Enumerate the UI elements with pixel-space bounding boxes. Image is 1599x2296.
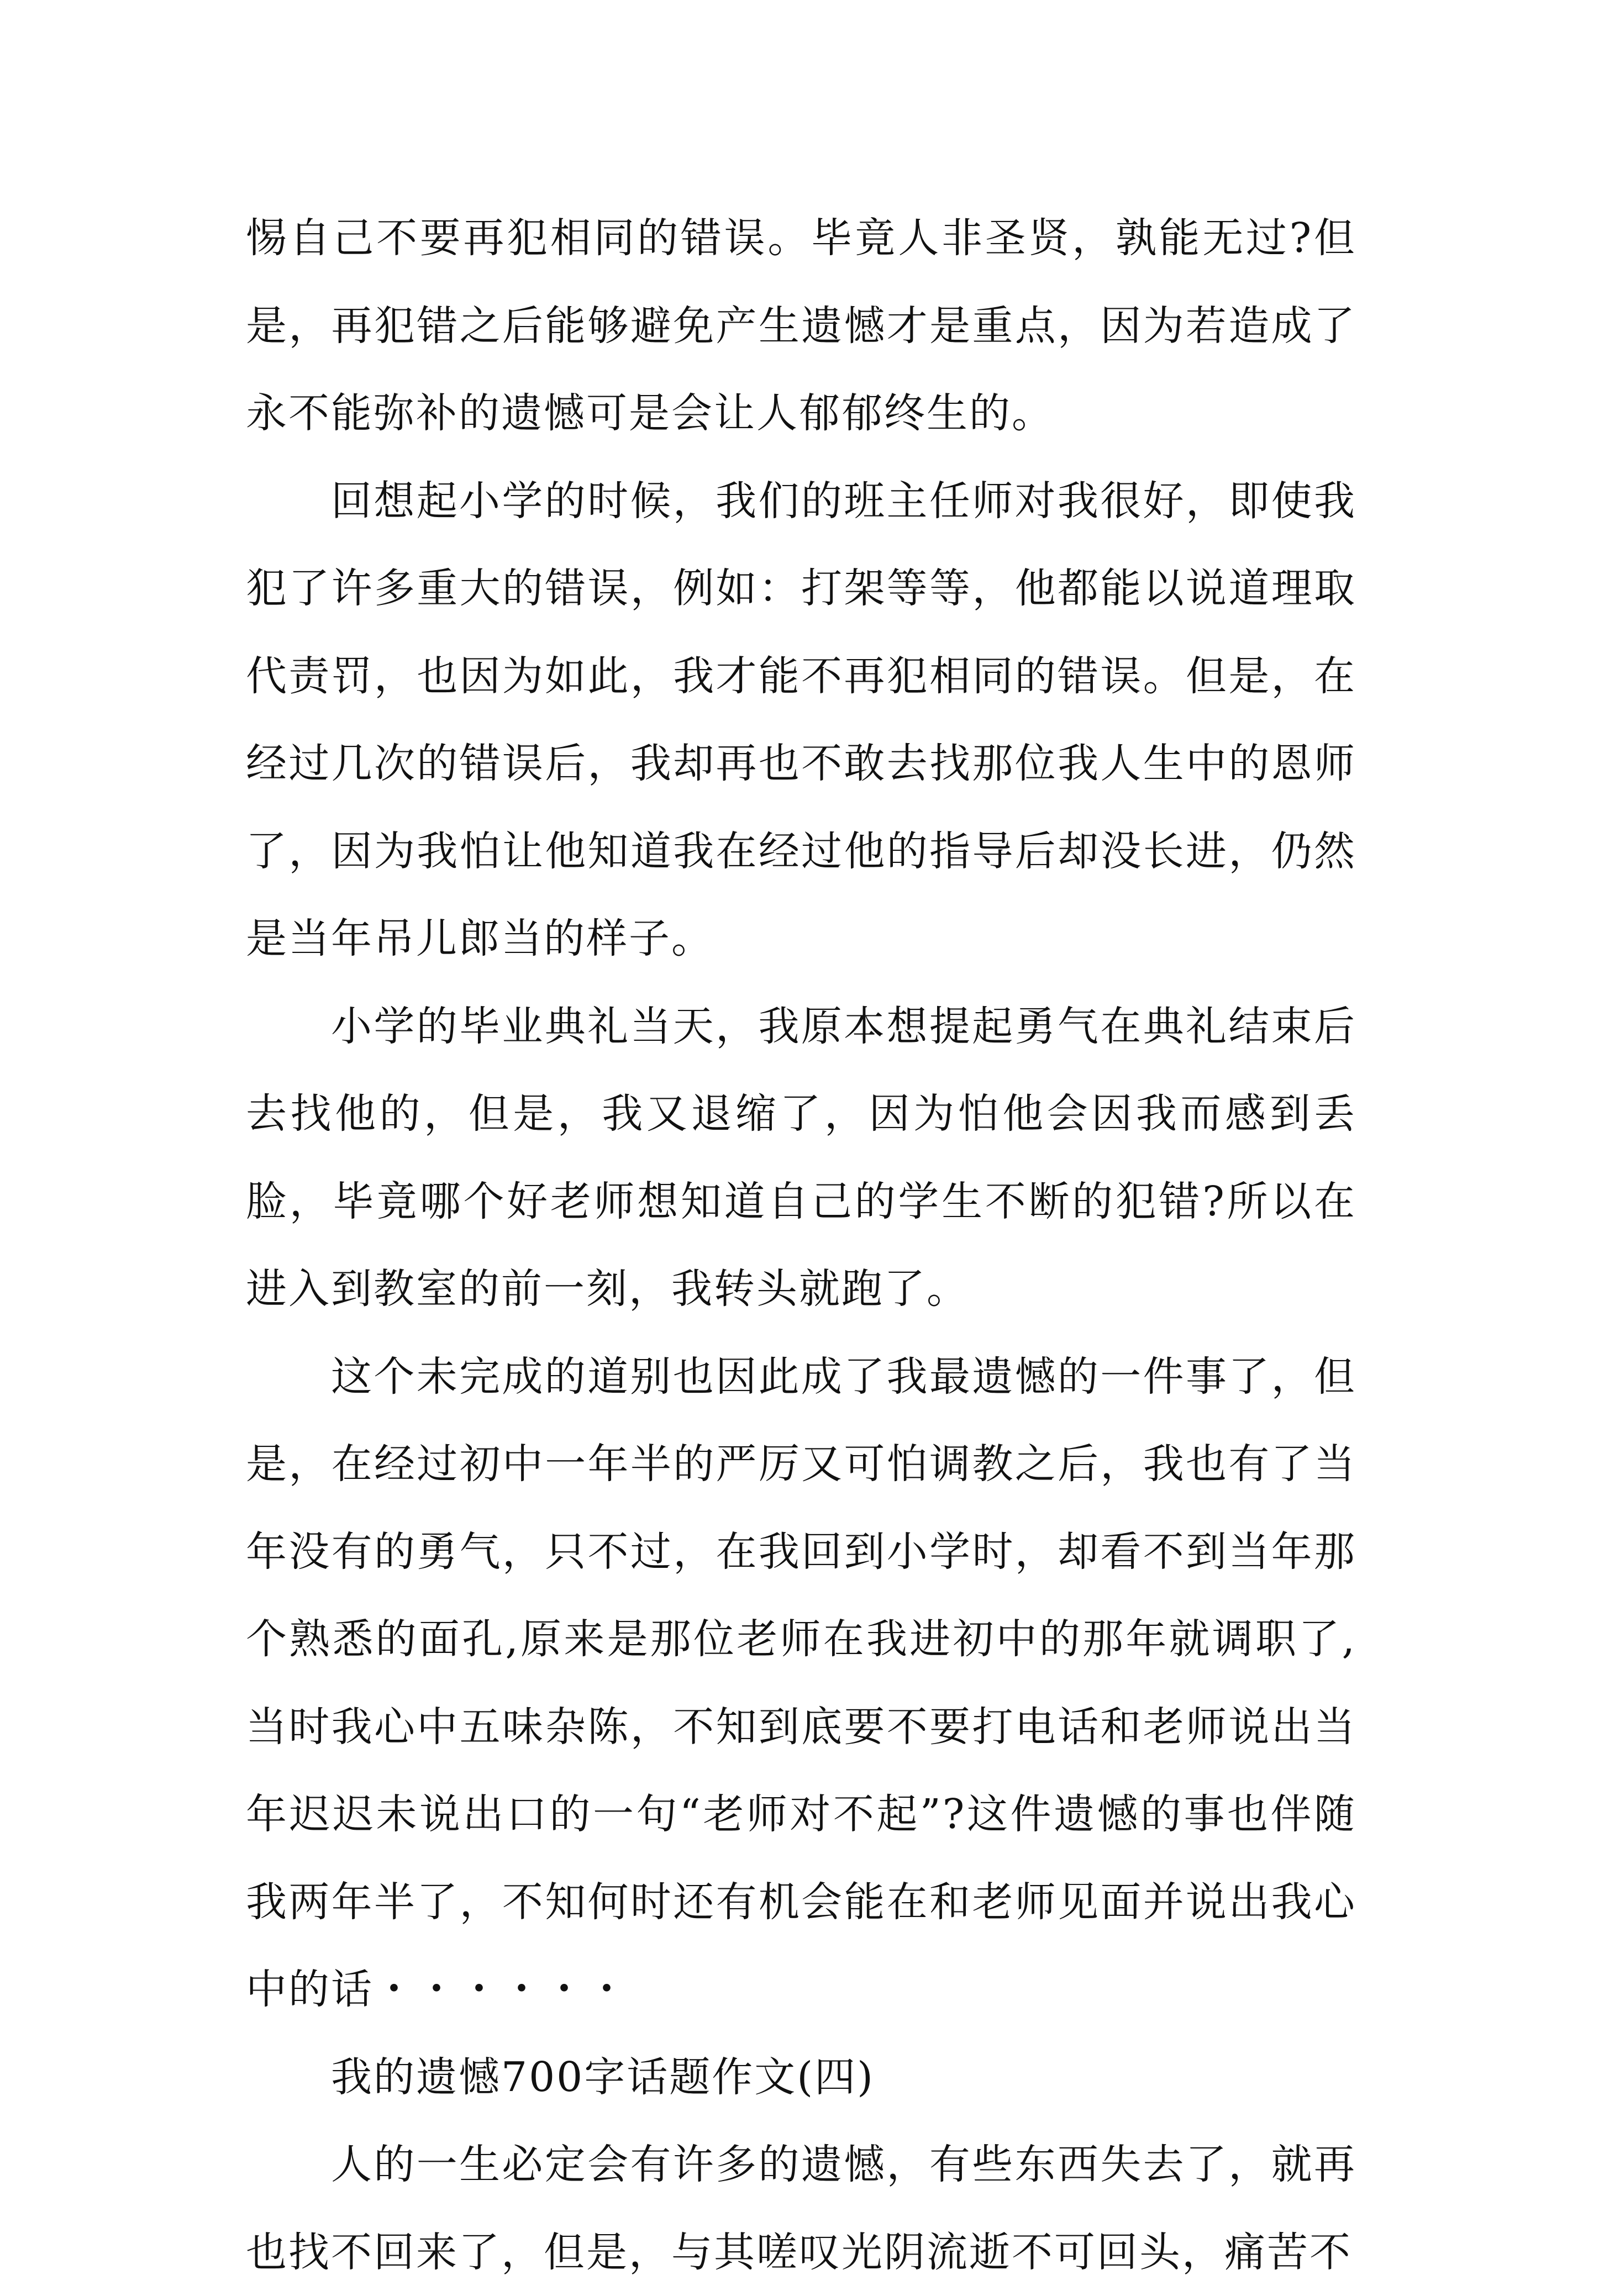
document-body [246,194,1356,2296]
section-heading: 我的遗憾700字话题作文(四) [331,2053,875,2101]
paragraph-2: 回想起小学的时候，我们的班主任师对我很好，即使我犯了许多重大的错误，例如：打架等等，他都能以说道理取代责罚，也因为如此，我才能不再犯相同的错误。但是，在经过几次的错误后，我却再也不敢去找那位我人生中的恩师了，因为我怕让他知道我在经过他的指导后却没长进，仍然是当年吊儿郎当的样子。 [246,477,1356,962]
paragraph-1: 惕自己不要再犯相同的错误。毕竟人非圣贤，孰能无过?但是，再犯错之后能够避免产生遗憾才是重点，因为若造成了永不能弥补的遗憾可是会让人郁郁终生的。 [246,214,1356,437]
paragraph-5: 人的一生必定会有许多的遗憾，有些东西失去了，就再也找不回来了，但是，与其嗟叹光阴流逝不可回头，痛苦不 [246,2141,1356,2276]
paragraph-4: 这个未完成的道别也因此成了我最遗憾的一件事了，但是，在经过初中一年半的严厉又可怕调教之后，我也有了当年没有的勇气，只不过，在我回到小学时，却看不到当年那个熟悉的面孔,原来是那位老师在我进初中的那年就调职了,当时我心中五味杂陈，不知到底要不要打电话和老师说出当年迟迟未说出口的一句“老师对不起”?这件遗憾的事也伴随我两年半了，不知何时还有机会能在和老师见面并说出我心中的话・・・・・・ [246,1352,1356,2013]
paragraph-3: 小学的毕业典礼当天，我原本想提起勇气在典礼结束后去找他的，但是，我又退缩了，因为怕他会因我而感到丢脸，毕竟哪个好老师想知道自己的学生不断的犯错?所以在进入到教室的前一刻，我转头就跑了。 [246,1002,1356,1313]
